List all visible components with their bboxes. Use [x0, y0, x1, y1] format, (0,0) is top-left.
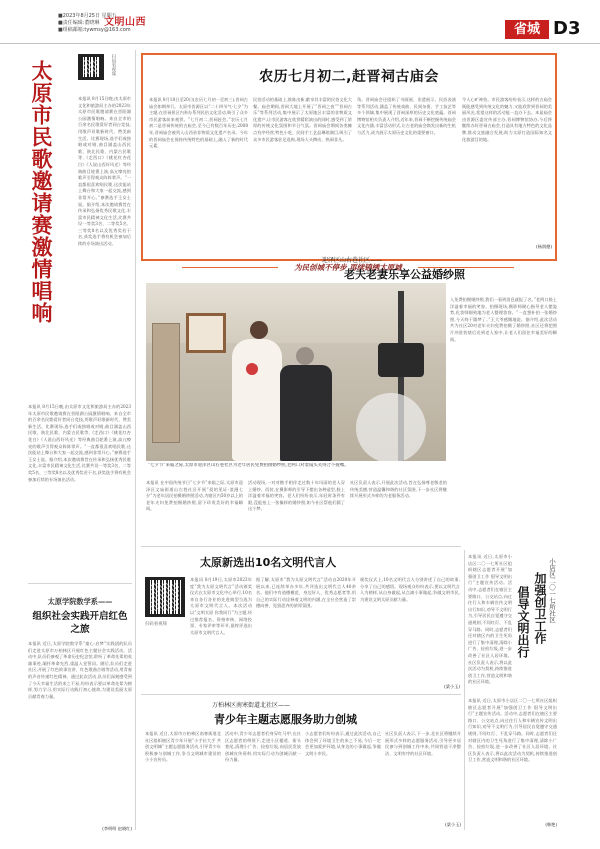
page-number: D3 [553, 18, 581, 39]
side-body-a: 本报讯 近日,太原市小店区二〇一七所社区组织辖区志愿者开展“加强创卫工作 倡导文明出行”主题宣传活动。活动中,志愿者们在辖区主要路口、公交站点,向过往行人和车辆宣传文明出行知识,劝导不文明行为,引导居民自觉遵守交通规则,不闯红灯、不乱穿马路。同时,志愿者们还对辖区内的卫生死角进行了集中清理,清除小广告、捡拾垃圾,进一步改善了社区人居环境。社区负责人表示,将以此次活动为契机,持续推进创卫工作,营造文明和谐的社区环境。 [468, 554, 512, 685]
right-column-rule [464, 550, 465, 830]
reps-qr-code[interactable] [145, 577, 185, 617]
photo-bride-head [250, 321, 268, 339]
volunteer-col-2: 活动中,青少年志愿者们身穿红马甲,在社区志愿者的带领下,走进小区楼道、街头巷尾,清理小广告、捡拾垃圾,向居民发放创城宣传资料,用实际行动为创城贡献一份力量。 [225, 731, 301, 763]
feature-col-3: 角。晋祠庙会还组织了书画展、非遗展示、民俗表演等系列活动,涵盖了传统戏曲、民间杂耍、手工技艺等多个领域,集中展现了晋祠深厚的历史文化底蕴。晋祠博物馆相关负责人介绍,近年来,晋祠不断挖掘传统庙会文化内涵,丰富活动形式,让古老的庙会焕发出新的生机与活力,成为展示太原历史文化的重要窗口。 [357, 97, 456, 135]
feature-title: 农历七月初二,赶晋祠古庙会 [259, 69, 439, 85]
brief-kicker: 太原学院数学系—— [47, 597, 113, 606]
photo-bride-dress [232, 339, 282, 461]
reps-col-3: 颁奖仪式上,10名文明代言人分别讲述了自己的故事,分享了自己的感悟。现场观众纷纷表示,要以文明代言人为榜样,从自身做起,从点滴小事做起,争做文明市民,为建设文明太原贡献力量。 [360, 577, 460, 602]
volunteer-headline: 青少年主题志愿服务助力创城 [214, 713, 357, 726]
photo-camera [378, 343, 424, 377]
publication-logo: 文明山西 [104, 17, 146, 28]
reps-qr-caption: 扫码看视频 [145, 622, 167, 627]
photo-bouquet [246, 363, 258, 375]
side-kicker: 小店区二〇一七所社区 [548, 558, 556, 623]
wedding-photo [146, 283, 446, 461]
header-rule [0, 43, 600, 44]
volunteer-credit: (梁小玉) [445, 822, 461, 827]
header-email: ■组稿邮箱:tywmsy@163.com [58, 27, 131, 33]
wedding-col-3: 社区负责人表示,开展此次活动,旨在弘扬尊老敬老的传统美德,营造温馨和谐的社区氛围,下一步社区将继续开展形式多样的为老服务活动。 [350, 480, 447, 499]
photo-frame [186, 313, 226, 353]
photo-groom-head [296, 347, 314, 365]
section-label: 省城 [505, 20, 549, 39]
banner-slogan: 为民创城不停步 再续锦绣太原城 [294, 263, 402, 272]
photo-reflector [356, 393, 426, 461]
brief-headline: 组织社会实践开启红色之旅 [32, 611, 128, 635]
wedding-col-1: 本报讯 在中国传统节日“七夕节”来临之际,太原市迎泽区文庙街道山右巷社区开展“爱的见证·浪漫七夕”为老年居民拍摄婚纱照活动,为辖区内50岁以上的老年夫妇免费拍摄婚纱照,留下珍贵美好的幸福瞬间。 [146, 480, 243, 512]
reps-col-2: 据了解,太原市“我为太原文明代言”活动自2020年开展以来,已连续举办多年,共评选出文明代言人40余名。他们中有道德模范、身边好人、优秀志愿者等,用自己的实际行动诠释着文明的内涵,在全社会营造了崇德向善、见贤思齐的浓厚氛围。 [256, 577, 356, 609]
feature-credit: (杨润德) [536, 244, 552, 249]
wedding-col-right: 入免费拍摄婚纱照,我们一看到消息就报了名。”老两口脸上洋溢着幸福的笑容。拍摄现场,摄影师耐心指导老人摆姿势,化妆师细致地为老人整理妆容。“一直想补拍一张婚纱照,今天终于圆梦了。”王大爷感慨地说。据介绍,此次活动共为社区20对老年夫妇免费拍摄了婚纱照,社区还将把照片冲洗装裱后送到老人家中,让老人们留住幸福美好的瞬间。 [450, 297, 557, 342]
banner-rule-left [182, 267, 278, 268]
left-story-headline: 太原市民歌邀请赛激情唱响 [29, 60, 53, 324]
feature-col-2: 民俗活动的基础上,推陈出新,献享其丰富的民俗文化大餐。庙会期间,晋祠大地上开展了“晋祠之夜”“晋祠古乐”等系列活动,集中展示了太原地区丰富的非物质文化遗产,让市民游客在欣赏精彩演出的同时,感受到了浓厚的传统文化氛围和节日气氛。晋祠庙会期间各类摊点有序经营,特色小吃、民间手工艺品琳琅满目,吸引了众多市民游客驻足选购,现场人头攒动、热闹非凡。 [253, 97, 352, 142]
reps-col-1: 本报讯 8月19日,太原市2023年度“我为太原文明代言”活动颁奖仪式在太原市文化中心举行,10名来自各行各业的先进典型当选为太原市文明代言人。本次活动以“文明太原 你我同行”为主题,经过推荐报名、资格审核、网络投票、专家评审等环节,最终评选出太原市文明代言人。 [190, 577, 252, 635]
side-headline-a: 加强创卫工作 [533, 572, 547, 644]
left-story-qr-code[interactable] [78, 54, 104, 80]
photo-door [152, 323, 180, 443]
feature-col-4: 令人心旷神怡。市民游客纷纷表示,这样的古庙会既能感受到传统文化的魅力,又能欣赏到晋祠的美丽风光,希望这样的活动能一直办下去。本届庙会由晋源区委宣传部主办,晋祠博物馆协办,今后将继续办好晋祠古庙会,打造具有地方特色的文化品牌,推动文旅融合发展,助力太原打造国际知名文化旅游目的地。 [462, 97, 552, 142]
left-story-qr-caption: 扫码看视频 [111, 54, 116, 76]
wedding-col-2: 活动现场,一对对携手相伴走过数十年风雨的老人穿上婚纱、西装,在摄影师的引导下摆出各种造型,脸上洋溢着幸福的笑容。老人们纷纷表示,年轻时条件有限,没能拍上一张像样的婚纱照,如今社区帮他们圆了这个梦。 [248, 480, 345, 512]
volunteer-col-3: 小志愿者们纷纷表示,通过此次活动,自己体会到了环境卫生的来之不易,今后一定会更加爱护环境,从身边的小事做起,争做文明小市民。 [305, 731, 381, 756]
reps-divider [141, 694, 461, 695]
volunteer-col-1: 本报讯 近日,太原市万柏林区南寒街道北社区组织辖区青少年开展“小手拉大手 共创文明城”主题志愿服务活动,引导青少年积极参与创城工作,争当文明城市建设的小小宣传员。 [145, 731, 221, 763]
header-date: ■2023年8月25日 星期五 [58, 13, 117, 19]
brief-credit: (李明明 赵晓红) [102, 826, 132, 831]
brief-body: 本报讯 近日,太原学院数学系“童心·启梦”实践团的队员们走进太原市万柏林区开展红色主题社会实践活动。活动中,队员们参观了革命历史纪念馆,聆听了革命先辈的英雄事迹,缅怀革命先烈,重温入党誓词。随后,队员们走进社区,开展了红色故事宣讲、红色歌曲合唱等活动,用青春的声音传递红色精神。通过此次活动,队员们深刻感受到了今天幸福生活的来之不易,纷纷表示要以革命先辈为榜样,努力学习,用实际行动践行初心使命,为建设美丽太原贡献青春力量。 [28, 641, 132, 699]
left-column-rule [135, 50, 136, 830]
wedding-headline: 老夫老妻乐享公益婚纱照 [344, 268, 465, 281]
feature-col-1: 本报讯 8月18日至20日(农历七月初一至初三),晋祠古庙会如期举行。太原市晋源区以“二十四节气·七夕”为主题,在晋祠景区内举办系列民俗文化活动,吸引了众多市民游客前来观赏。“七月初二,晋祠赶会。”农历七月初二是晋祠传统的古庙会,至今已有数百年历史,2008年,晋祠庙会被列入山西省非物质文化遗产名录。今年的晋祠庙会在保持传统特色的基础上,融入了新的时代元素, [149, 97, 248, 149]
header-editor: ■责任编辑:董晓琳 [58, 20, 100, 26]
wedding-photo-caption: “七夕节”来临之际,太原市迎泽区山右巷社区为老年居民免费拍摄婚纱照,老两口对着镜头笑得合不拢嘴。 [148, 463, 349, 468]
left-divider [28, 583, 132, 584]
side-headline-b: 倡导文明出行 [516, 586, 530, 658]
reps-credit: (梁小玉) [444, 684, 460, 689]
wedding-kicker: 迎泽区山右巷社区—— [322, 257, 383, 264]
side-credit: (韩艳) [545, 822, 557, 827]
photo-groom-suit [280, 365, 332, 461]
left-story-body-a: 本报讯 8月15日晚,由太原市文化和旅游局主办的2023年太原市民歌邀请赛在晋阳湖公园激情唱响。来自全市的百余名民歌爱好者同台竞技,用歌声讴歌新时代、赞美新生活。比赛现场,选手们或独唱或对唱,曲目涵盖山西民歌、陕北民歌、内蒙古民歌等,《走西口》《桃花红杏花白》《人说山西好风光》等经典曲目轮番上演,高亢嘹亮的歌声引得观众阵阵掌声。“一直都很喜欢唱民歌,这次能站上舞台和大家一起交流,感到非常开心。”参赛选手王女士说。据介绍,本次邀请赛旨在传承和弘扬优秀民歌文化,丰富市民精神文化生活,比赛共设一等奖3名、二等奖5名、三等奖8名以及优秀奖若干名,获奖选手将有机会参加后续的专场演出活动。 [78, 96, 131, 247]
wedding-divider [141, 546, 461, 547]
side-body-b: 本报讯 近日,太原市小店区二〇一七所社区组织辖区志愿者开展“加强创卫工作 倡导文明出行”主题宣传活动。活动中,志愿者们在辖区主要路口、公交站点,向过往行人和车辆宣传文明出行知识,劝导不文明行为,引导居民自觉遵守交通规则,不闯红灯、不乱穿马路。同时,志愿者们还对辖区内的卫生死角进行了集中清理,清除小广告、捡拾垃圾,进一步改善了社区人居环境。社区负责人表示,将以此次活动为契机,持续推进创卫工作,营造文明和谐的社区环境。 [468, 698, 557, 763]
volunteer-col-4: 社区负责人表示,下一步,北社区将继续开展形式多样的志愿服务活动,引导更多居民参与到创城工作中来,共同营造干净整洁、文明有序的社区环境。 [385, 731, 461, 756]
reps-headline: 太原新选出10名文明代言人 [200, 556, 337, 569]
left-story-body-b: 本报讯 8月15日晚,由太原市文化和旅游局主办的2023年太原市民歌邀请赛在晋阳湖公园激情唱响。来自全市的百余名民歌爱好者同台竞技,用歌声讴歌新时代、赞美新生活。比赛现场,选手们或独唱或对唱,曲目涵盖山西民歌、陕北民歌、内蒙古民歌等,《走西口》《桃花红杏花白》《人说山西好风光》等经典曲目轮番上演,高亢嘹亮的歌声引得观众阵阵掌声。“一直都很喜欢唱民歌,这次能站上舞台和大家一起交流,感到非常开心。”参赛选手王女士说。据介绍,本次邀请赛旨在传承和弘扬优秀民歌文化,丰富市民精神文化生活,比赛共设一等奖3名、二等奖5名、三等奖8名以及优秀奖若干名,获奖选手将有机会参加后续的专场演出活动。 [28, 404, 131, 482]
volunteer-kicker: 万柏林区南寒街道北社区—— [212, 702, 291, 709]
